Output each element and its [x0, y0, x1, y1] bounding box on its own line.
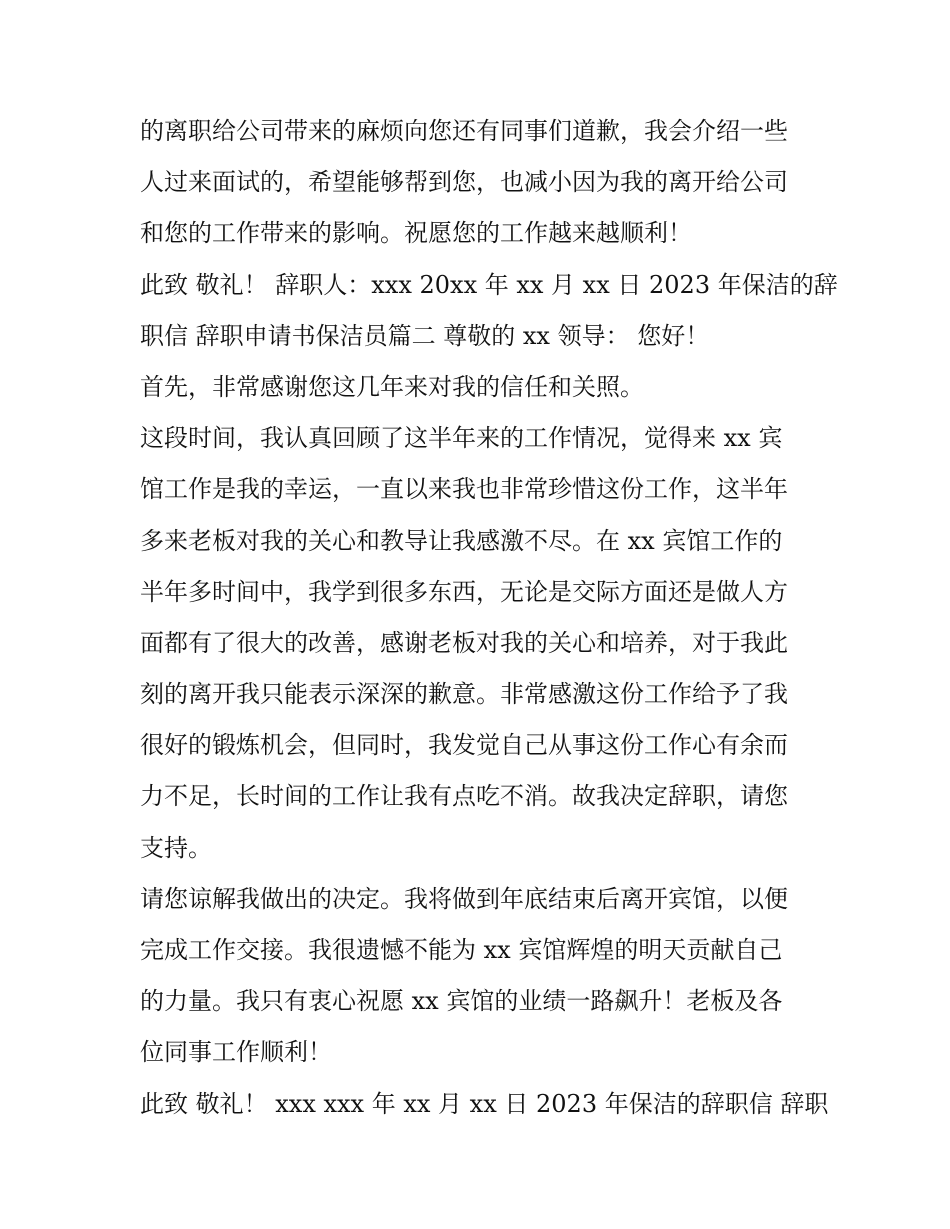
- text-line: 的力量。我只有衷心祝愿 xx 宾馆的业绩一路飙升！老板及各: [140, 987, 783, 1016]
- text-line: 馆工作是我的幸运，一直以来我也非常珍惜这份工作，这半年: [140, 475, 788, 504]
- text-line: 的离职给公司带来的麻烦向您还有同事们道歉，我会介绍一些: [140, 117, 788, 145]
- text-line: 力不足，长时间的工作让我有点吃不消。故我决定辞职，请您: [140, 782, 788, 811]
- text-line: 支持。: [140, 833, 212, 862]
- text-line: 此致 敬礼！ 辞职人：xxx 20xx 年 xx 月 xx 日 2023 年保洁的辞: [140, 270, 838, 299]
- text-line: 刻的离开我只能表示深深的歉意。非常感激这份工作给予了我: [140, 680, 788, 709]
- text-line: 职信 辞职申请书保洁员篇二 尊敬的 xx 领导： 您好！: [140, 321, 710, 350]
- letter-body: [140, 106, 838, 1130]
- text-line: 半年多时间中，我学到很多东西，无论是交际方面还是做人方: [140, 577, 788, 606]
- text-line: 人过来面试的，希望能够帮到您，也减小因为我的离开给公司: [140, 168, 788, 197]
- text-line: 请您谅解我做出的决定。我将做到年底结束后离开宾馆，以便: [140, 884, 788, 913]
- text-line: 很好的锻炼机会，但同时，我发觉自己从事这份工作心有余而: [140, 731, 788, 760]
- text-line: 此致 敬礼！ xxx xxx 年 xx 月 xx 日 2023 年保洁的辞职信 辞职: [140, 1089, 829, 1118]
- text-line: 位同事工作顺利！: [140, 1038, 332, 1067]
- text-line: 这段时间，我认真回顾了这半年来的工作情况，觉得来 xx 宾: [140, 424, 783, 453]
- text-line: 面都有了很大的改善，感谢老板对我的关心和培养，对于我此: [140, 628, 788, 657]
- text-line: 首先，非常感谢您这几年来对我的信任和关照。: [140, 372, 644, 401]
- text-line: 完成工作交接。我很遗憾不能为 xx 宾馆辉煌的明天贡献自己: [140, 936, 783, 964]
- text-line: 多来老板对我的关心和教导让我感激不尽。在 xx 宾馆工作的: [140, 526, 783, 555]
- text-line: 和您的工作带来的影响。祝愿您的工作越来越顺利！: [140, 219, 692, 248]
